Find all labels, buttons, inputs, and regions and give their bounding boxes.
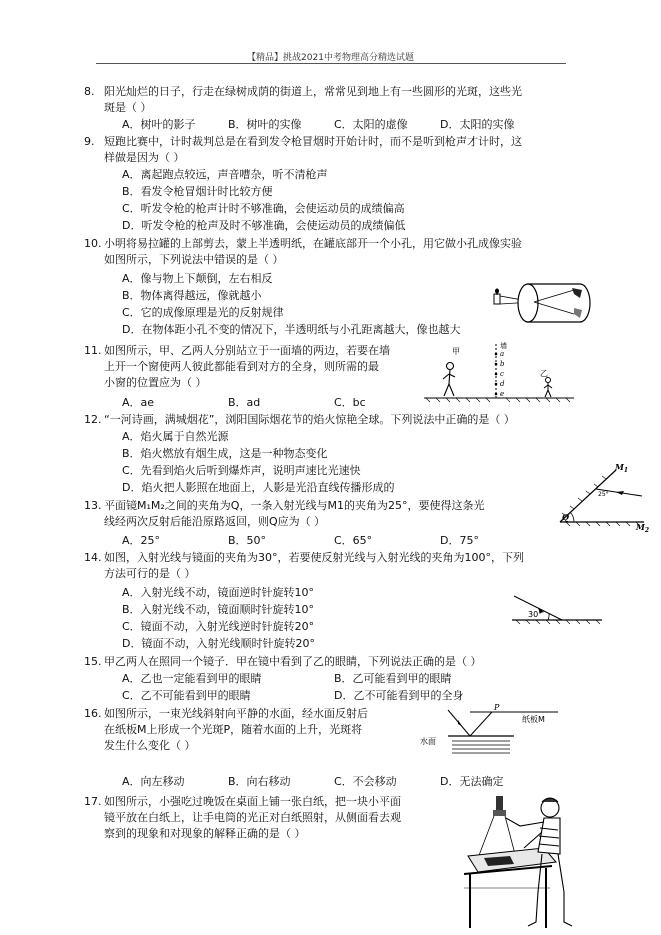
- option-d: D．75°: [440, 534, 479, 547]
- board-label: 纸板M: [522, 715, 545, 724]
- mirror-m2-subscript: 2: [644, 527, 650, 534]
- point-a-label: a: [500, 350, 505, 358]
- option-c: C．先看到焰火后听到爆炸声，说明声速比光速快: [122, 464, 361, 477]
- option-d: D．乙不可能看到甲的全身: [334, 689, 464, 702]
- angle-label: 30°: [528, 610, 543, 619]
- option-a: A．像与物上下颠倒，左右相反: [122, 272, 273, 285]
- option-a: A．乙也一定能看到甲的眼睛: [122, 672, 262, 685]
- option-c: C．65°: [334, 534, 373, 547]
- mirror-m1-label: M: [615, 462, 624, 472]
- question-number: 11.: [84, 344, 102, 357]
- option-c: C．bc: [334, 396, 366, 409]
- option-c: C．它的成像原理是光的反射规律: [122, 306, 284, 319]
- question-number: 15.: [84, 655, 102, 668]
- question-15: [84, 654, 482, 670]
- person-yi: [544, 378, 552, 398]
- point-c-label: c: [500, 370, 504, 378]
- water-surface-figure: [418, 702, 568, 758]
- option-b: B．乙可能看到甲的眼睛: [334, 672, 452, 685]
- header-divider: [96, 63, 566, 64]
- question-8: [84, 84, 522, 116]
- question-9: [84, 134, 522, 166]
- point-e-label: e: [500, 390, 505, 398]
- option-a: A．向左移动: [122, 775, 185, 788]
- wall-figure: [424, 340, 574, 406]
- question-stem-line: 小窗的位置应为（ ）: [104, 376, 207, 389]
- question-stem-line: 阳光灿烂的日子，行走在绿树成荫的街道上，常常见到地上有一些圆形的光斑，这些光: [104, 85, 522, 98]
- question-stem-line: 样做是因为（ ）: [104, 151, 185, 164]
- option-c: C．乙不可能看到甲的眼睛: [122, 689, 251, 702]
- option-d: D．无法确定: [440, 775, 504, 788]
- option-a: A．树叶的影子: [122, 118, 196, 131]
- question-stem-line: 平面镜M₁M₂之间的夹角为Q，一条入射光线与M1的夹角为25°，要使得这条光: [104, 499, 485, 512]
- option-d: D．太阳的实像: [440, 118, 515, 131]
- option-a: A．入射光线不动，镜面逆时针旋转10°: [122, 586, 315, 599]
- option-b: B．入射光线不动，镜面顺时针旋转10°: [122, 603, 315, 616]
- question-stem-line: 察到的现象和对现象的解释正确的是（ ）: [104, 827, 306, 840]
- water-label: 水面: [420, 737, 436, 746]
- option-b: B．焰火燃放有烟生成，这是一种物态变化: [122, 447, 328, 460]
- question-stem-line: 如图所示，甲、乙两人分别站立于一面墙的两边，若要在墙: [104, 344, 390, 357]
- person-yi-label: 乙: [540, 369, 548, 378]
- question-stem-line: 如图所示，一束光线斜射向平静的水面，经水面反射后: [104, 707, 368, 720]
- two-mirrors-figure: [540, 460, 652, 534]
- question-10: [84, 236, 522, 268]
- pinhole-camera-figure: [488, 278, 594, 330]
- option-a: A．离起跑点较远，声音嘈杂，听不清枪声: [122, 168, 328, 181]
- point-b-label: b: [500, 360, 505, 368]
- question-16: [84, 706, 368, 754]
- question-stem-line: 如图所示，小强吃过晚饭在桌面上铺一张白纸，把一块小平面: [104, 795, 401, 808]
- spot-p-label: P: [494, 703, 500, 712]
- svg-text:M2: [635, 522, 649, 534]
- option-b: B．物体离得越远，像就越小: [122, 289, 262, 302]
- option-c: C．镜面不动，入射光线逆时针旋转20°: [122, 620, 315, 633]
- option-d: D．镜面不动，入射光线顺时针旋转20°: [122, 637, 315, 650]
- question-number: 13.: [84, 499, 102, 512]
- question-stem-line: 镜平放在白纸上，让手电筒的光正对白纸照射，从侧面看去观: [104, 811, 401, 824]
- question-stem-line: 如图，入射光线与镜面的夹角为30°，若要使反射光线与入射光线的夹角为100°，下列: [104, 551, 524, 564]
- question-number: 14.: [84, 551, 102, 564]
- question-stem-line: 斑是（ ）: [104, 101, 152, 114]
- option-b: B．ad: [228, 396, 261, 409]
- question-stem-line: 小明将易拉罐的上部剪去，蒙上半透明纸，在罐底部开一个小孔，用它做小孔成像实验: [104, 237, 522, 250]
- option-c: C．太阳的虚像: [334, 118, 408, 131]
- angle-q-label: Q: [562, 512, 569, 522]
- question-number: 8.: [84, 85, 95, 98]
- question-14: [84, 550, 524, 582]
- person-jia: [443, 363, 455, 397]
- angle-label: 25°: [598, 491, 609, 498]
- point-d-label: d: [500, 380, 505, 388]
- mirror-m1-subscript: 1: [623, 467, 629, 474]
- question-number: 10.: [84, 237, 102, 250]
- question-stem-line: “一河诗画，满城烟花”，浏阳国际烟花节的焰火惊艳全球。下列说法中正确的是（ ）: [104, 413, 515, 426]
- option-b: B．树叶的实像: [228, 118, 302, 131]
- question-stem-line: 如图所示，下列说法中错误的是（ ）: [104, 253, 284, 266]
- question-stem-line: 短跑比赛中，计时裁判总是在看到发令枪冒烟时开始计时，而不是听到枪声才计时，这: [104, 135, 522, 148]
- person-jia-label: 甲: [452, 347, 460, 356]
- option-c: C．听发令枪的枪声计时不够准确，会使运动员的成绩偏高: [122, 202, 405, 215]
- question-number: 9.: [84, 135, 95, 148]
- option-b: B．向右移动: [228, 775, 291, 788]
- question-number: 16.: [84, 707, 102, 720]
- question-stem-line: 在纸板M上形成一个光斑P，随着水面的上升，光斑将: [104, 723, 363, 736]
- wall-label: 墙: [500, 342, 507, 350]
- incident-ray-figure: [508, 590, 604, 630]
- question-number: 12.: [84, 413, 102, 426]
- question-stem-line: 甲乙两人在照同一个镜子．甲在镜中看到了乙的眼睛，下列说法正确的是（ ）: [104, 655, 482, 668]
- question-12: [84, 412, 515, 428]
- mirror-m2-label: M: [636, 522, 645, 532]
- option-c: C．不会移动: [334, 775, 397, 788]
- flashlight-mirror-figure: [460, 792, 578, 932]
- option-d: D．听发令枪的枪声及时不够准确，会使运动员的成绩偏低: [122, 219, 406, 232]
- question-stem-line: 上开一个窗使两人彼此都能看到对方的全身，则所需的最: [104, 360, 379, 373]
- page-header: 【精品】挑战2021中考物理高分精选试题: [247, 53, 414, 63]
- question-stem-line: 方法可行的是（ ）: [104, 567, 196, 580]
- option-b: B．看发令枪冒烟计时比较方便: [122, 185, 273, 198]
- option-d: D．在物体距小孔不变的情况下，半透明纸与小孔距离越大，像也越大: [122, 323, 461, 336]
- question-11: [84, 343, 390, 391]
- svg-text:M1: [614, 462, 628, 474]
- option-a: A．焰火属于自然光源: [122, 430, 229, 443]
- option-b: B．50°: [228, 534, 267, 547]
- option-a: A．25°: [122, 534, 161, 547]
- question-stem-line: 发生什么变化（ ）: [104, 739, 196, 752]
- question-17: [84, 794, 401, 842]
- option-d: D．焰火把人影照在地面上，人影是光沿直线传播形成的: [122, 481, 395, 494]
- question-13: [84, 498, 485, 530]
- question-stem-line: 线经两次反射后能沿原路返回，则Q应为（ ）: [104, 515, 326, 528]
- option-a: A．ae: [122, 396, 155, 409]
- question-number: 17.: [84, 795, 102, 808]
